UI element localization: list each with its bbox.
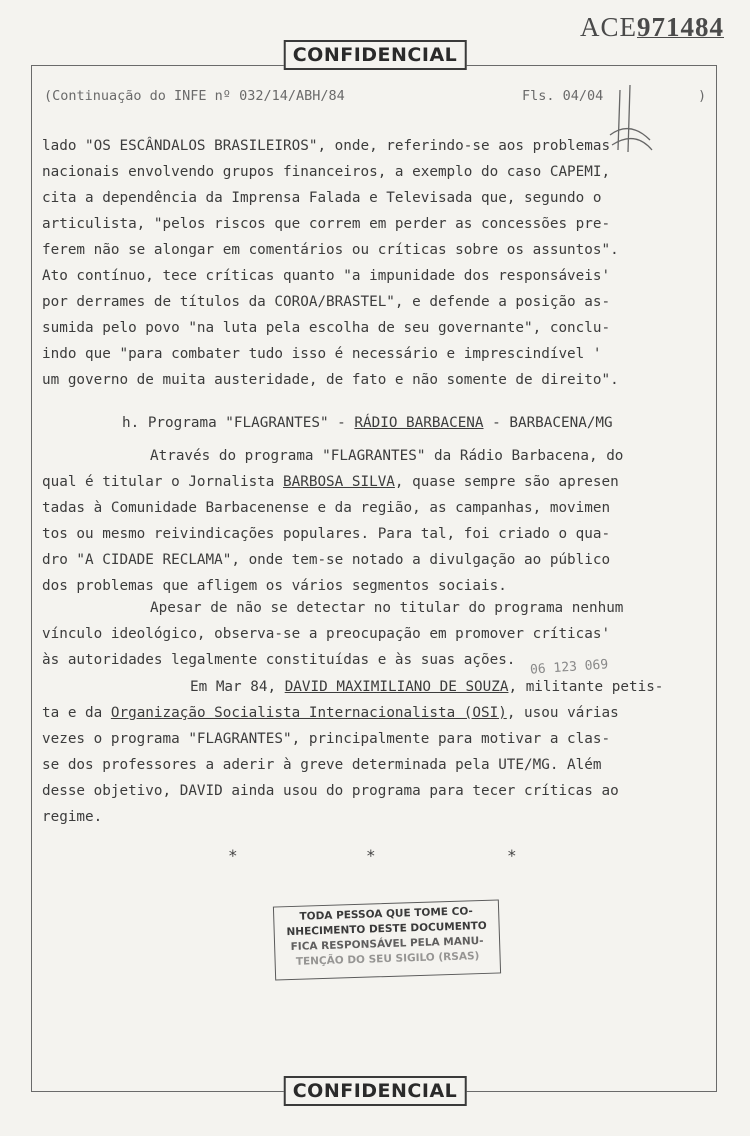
- text-line: [42, 674, 714, 700]
- notice-line: NHECIMENTO DESTE DOCUMENTO: [286, 919, 487, 939]
- text-line: dro "A CIDADE RECLAMA", onde tem-se notado a divulgação ao público: [42, 552, 611, 568]
- section-h-prefix: h. Programa "FLAGRANTES" -: [122, 415, 355, 431]
- text-fragment: qual é titular o Jornalista: [42, 474, 284, 490]
- text-line: tos ou mesmo reivindicações populares. Para tal, foi criado o qua-: [42, 526, 611, 542]
- ace-number: [580, 12, 724, 43]
- text-line: se dos professores a aderir à greve determinada pela UTE/MG. Além: [42, 757, 602, 773]
- organization-name: Organização Socialista Internacionalista (OSI): [110, 705, 507, 721]
- text-fragment: Em Mar 84,: [190, 679, 285, 695]
- text-line: tadas à Comunidade Barbacenense e da região, as campanhas, movimen: [42, 500, 611, 516]
- section-h-suffix: - BARBACENA/MG: [483, 415, 613, 431]
- paragraph-3: [42, 595, 714, 673]
- asterisk: *: [228, 846, 238, 865]
- text-line: Através do programa "FLAGRANTES" da Rádio Barbacena, do: [150, 448, 624, 464]
- notice-line: TENÇÃO DO SEU SIGILO (RSAS): [295, 950, 480, 968]
- notice-line: TODA PESSOA QUE TOME CO-: [299, 905, 474, 923]
- text-fragment: , usou várias: [506, 705, 619, 721]
- paragraph-4: [42, 674, 714, 830]
- text-line: indo que "para combater tudo isso é necessário e imprescindível ': [42, 346, 602, 362]
- text-line: vínculo ideológico, observa-se a preocupação em promover críticas': [42, 626, 611, 642]
- asterisk: *: [366, 846, 376, 865]
- text-line: às autoridades legalmente constituídas e às suas ações.: [42, 652, 516, 668]
- text-fragment: , militante petis-: [508, 679, 664, 695]
- continuation-text: (Continuação do INFE nº 032/14/ABH/84: [44, 88, 345, 104]
- classification-stamp-bottom: CONFIDENCIAL: [284, 1076, 467, 1106]
- person-name: DAVID MAXIMILIANO DE SOUZA: [284, 679, 509, 695]
- asterisk: *: [507, 846, 517, 865]
- text-line: cita a dependência da Imprensa Falada e Televisada que, segundo o: [42, 190, 602, 206]
- page-reference: Fls. 04/04: [522, 88, 604, 104]
- text-line: um governo de muita austeridade, de fato e não somente de direito".: [42, 372, 619, 388]
- continuation-header: [44, 88, 707, 104]
- text-line: sumida pelo povo "na luta pela escolha de seu governante", conclu-: [42, 320, 611, 336]
- ace-digits: 971484: [637, 12, 724, 42]
- journalist-name: BARBOSA SILVA: [283, 474, 395, 490]
- text-line: lado "OS ESCÂNDALOS BRASILEIROS", onde, referindo-se aos problemas: [42, 138, 611, 154]
- handwritten-annotation: 06 123 069: [529, 657, 609, 678]
- text-fragment: ta e da: [42, 705, 111, 721]
- text-line: regime.: [42, 809, 103, 825]
- text-line: dos problemas que afligem os vários segmentos sociais.: [42, 578, 507, 594]
- notice-line: FICA RESPONSÁVEL PELA MANU-: [290, 934, 484, 954]
- ace-prefix: ACE: [580, 12, 637, 42]
- page-reference-close: ): [698, 88, 707, 104]
- confidentiality-notice-stamp: [273, 899, 501, 980]
- paragraph-2: [42, 443, 714, 599]
- text-line: nacionais envolvendo grupos financeiros, a exemplo do caso CAPEMI,: [42, 164, 611, 180]
- paragraph-1: [42, 133, 714, 393]
- text-line: desse objetivo, DAVID ainda usou do programa para tecer críticas ao: [42, 783, 619, 799]
- text-line: [42, 469, 714, 495]
- text-line: [42, 700, 714, 726]
- text-line: Ato contínuo, tece críticas quanto "a impunidade dos responsáveis': [42, 268, 611, 284]
- section-h-heading: [42, 410, 714, 436]
- text-line: ferem não se alongar em comentários ou críticas sobre os assuntos".: [42, 242, 619, 258]
- classification-stamp-top: CONFIDENCIAL: [284, 40, 467, 70]
- text-line: vezes o programa "FLAGRANTES", principalmente para motivar a clas-: [42, 731, 611, 747]
- text-line: articulista, "pelos riscos que correm em perder as concessões pre-: [42, 216, 611, 232]
- text-line: Apesar de não se detectar no titular do programa nenhum: [150, 600, 624, 616]
- text-line: por derrames de títulos da COROA/BRASTEL", e defende a posição as-: [42, 294, 611, 310]
- station-name: RÁDIO BARBACENA: [354, 415, 484, 431]
- text-fragment: , quase sempre são apresen: [394, 474, 619, 490]
